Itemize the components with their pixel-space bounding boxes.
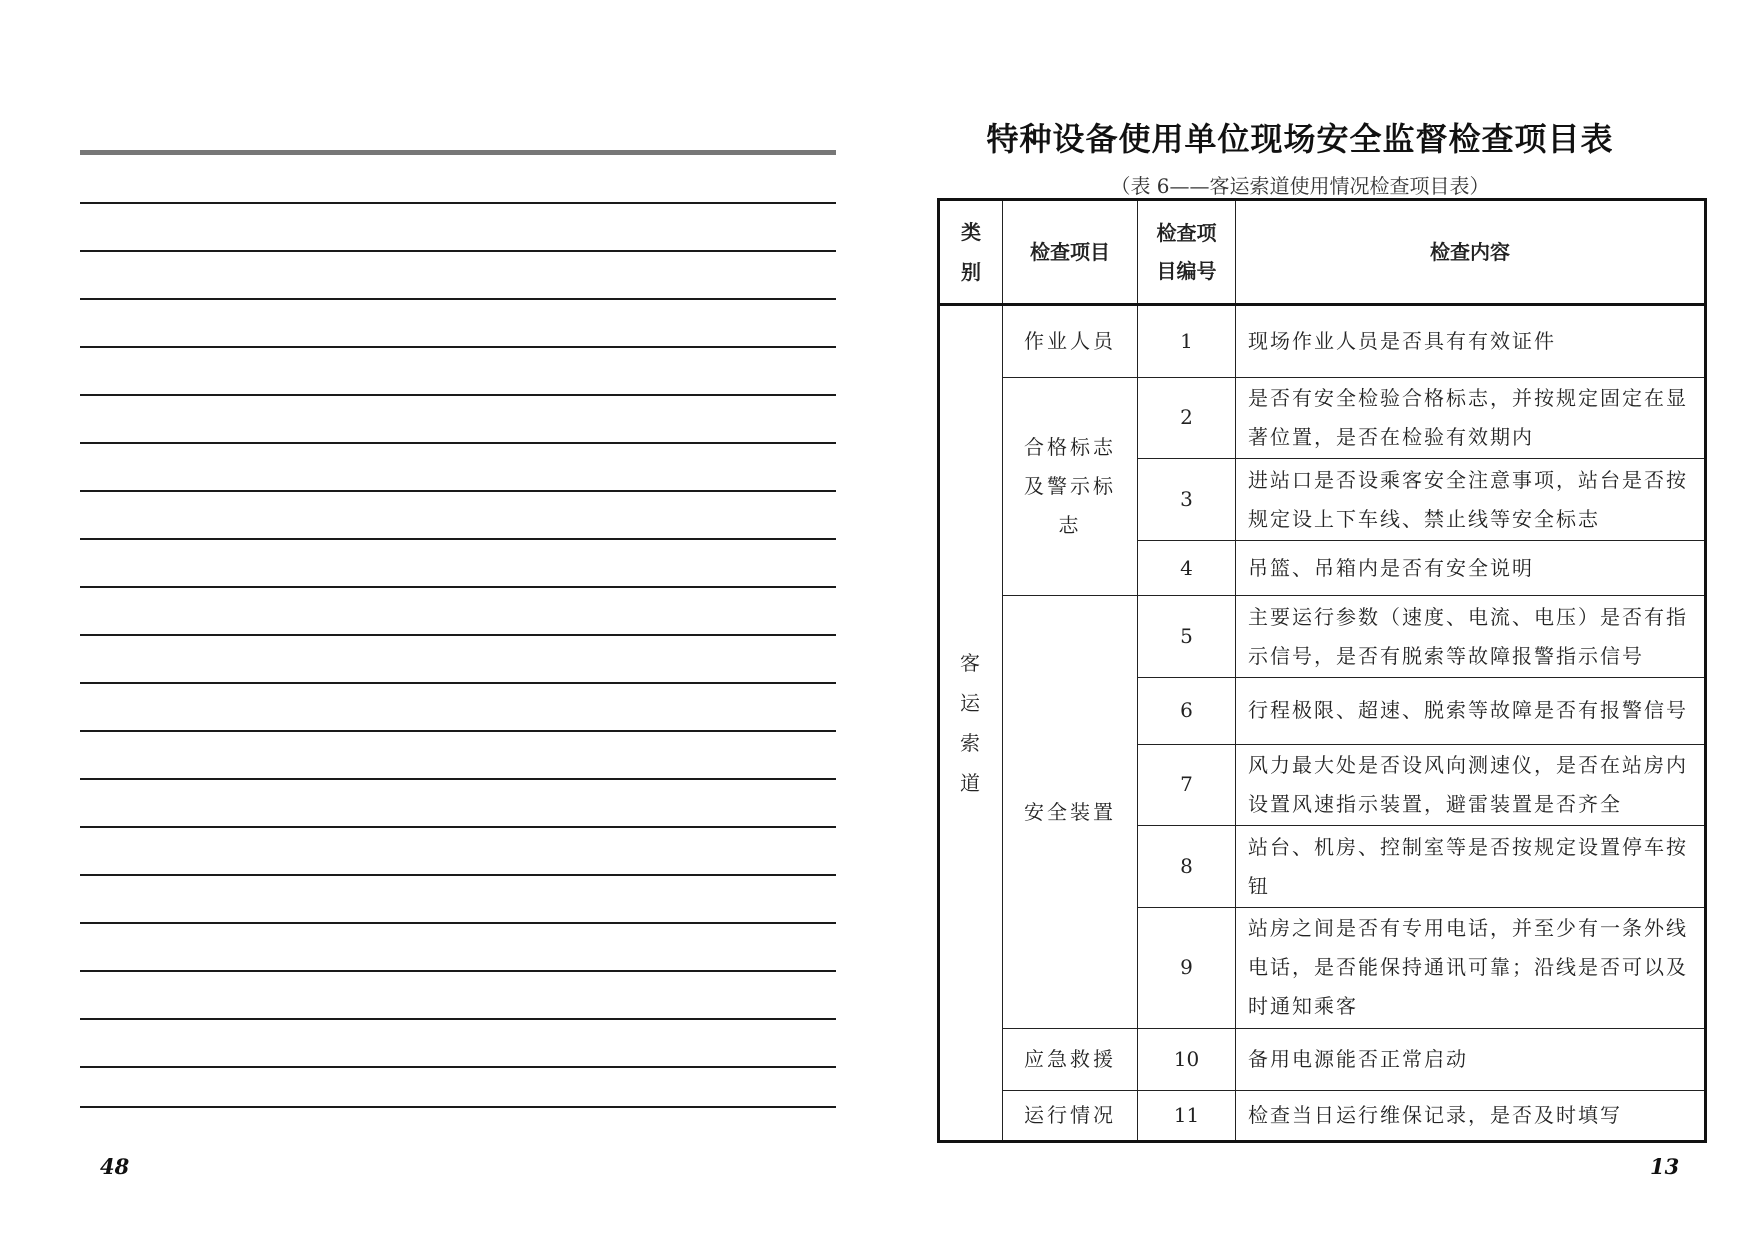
content-cell: 行程极限、超速、脱索等故障是否有报警信号 bbox=[1236, 678, 1706, 745]
ruled-line bbox=[80, 346, 836, 348]
ruled-line bbox=[80, 874, 836, 876]
item-number-cell: 7 bbox=[1138, 744, 1236, 826]
item-number-cell: 5 bbox=[1138, 596, 1236, 678]
item-number-cell: 4 bbox=[1138, 540, 1236, 595]
ruled-line bbox=[80, 202, 836, 204]
item-number-cell: 2 bbox=[1138, 377, 1236, 459]
item-cell: 合格标志及警示标志 bbox=[1003, 377, 1138, 596]
table-row bbox=[939, 1091, 1706, 1142]
item-number-cell: 9 bbox=[1138, 907, 1236, 1028]
table-row bbox=[939, 305, 1706, 378]
content-cell: 吊篮、吊箱内是否有安全说明 bbox=[1236, 540, 1706, 595]
ruled-line bbox=[80, 298, 836, 300]
ruled-line bbox=[80, 538, 836, 540]
ruled-line bbox=[80, 586, 836, 588]
ruled-line bbox=[80, 1066, 836, 1068]
item-number-cell: 3 bbox=[1138, 459, 1236, 541]
ruled-line bbox=[80, 150, 836, 155]
table-row bbox=[939, 1028, 1706, 1091]
content-cell: 站房之间是否有专用电话，并至少有一条外线电话，是否能保持通讯可靠；沿线是否可以及时通知乘客 bbox=[1236, 907, 1706, 1028]
header-content: 检查内容 bbox=[1236, 200, 1706, 305]
content-cell: 进站口是否设乘客安全注意事项，站台是否按规定设上下车线、禁止线等安全标志 bbox=[1236, 459, 1706, 541]
item-cell: 应急救援 bbox=[1003, 1028, 1138, 1091]
item-number-cell: 11 bbox=[1138, 1091, 1236, 1142]
header-category: 类别 bbox=[939, 200, 1003, 305]
item-number-cell: 8 bbox=[1138, 826, 1236, 908]
item-number-cell: 6 bbox=[1138, 678, 1236, 745]
ruled-line bbox=[80, 682, 836, 684]
ruled-line bbox=[80, 1106, 836, 1108]
inspection-table bbox=[937, 198, 1707, 1143]
ruled-line bbox=[80, 1018, 836, 1020]
content-cell: 风力最大处是否设风向测速仪，是否在站房内设置风速指示装置，避雷装置是否齐全 bbox=[1236, 744, 1706, 826]
ruled-line bbox=[80, 730, 836, 732]
ruled-line bbox=[80, 970, 836, 972]
category-cell: 客运索道 bbox=[939, 305, 1003, 1142]
content-cell: 检查当日运行维保记录，是否及时填写 bbox=[1236, 1091, 1706, 1142]
ruled-line bbox=[80, 922, 836, 924]
table-row bbox=[939, 596, 1706, 678]
content-cell: 主要运行参数（速度、电流、电压）是否有指示信号，是否有脱索等故障报警指示信号 bbox=[1236, 596, 1706, 678]
ruled-line bbox=[80, 250, 836, 252]
left-page-number: 48 bbox=[100, 1154, 130, 1179]
ruled-line bbox=[80, 778, 836, 780]
ruled-line bbox=[80, 490, 836, 492]
content-cell: 备用电源能否正常启动 bbox=[1236, 1028, 1706, 1091]
item-cell: 运行情况 bbox=[1003, 1091, 1138, 1142]
right-page-number: 13 bbox=[1650, 1154, 1680, 1179]
table-subtitle: （表 6——客运索道使用情况检查项目表） bbox=[1110, 174, 1490, 198]
content-cell: 是否有安全检验合格标志，并按规定固定在显著位置，是否在检验有效期内 bbox=[1236, 377, 1706, 459]
table-header-row bbox=[939, 200, 1706, 305]
item-cell: 安全装置 bbox=[1003, 596, 1138, 1029]
item-number-cell: 10 bbox=[1138, 1028, 1236, 1091]
content-cell: 现场作业人员是否具有有效证件 bbox=[1236, 305, 1706, 378]
left-page-ruled-lines bbox=[80, 150, 836, 1120]
ruled-line bbox=[80, 634, 836, 636]
ruled-line bbox=[80, 394, 836, 396]
content-cell: 站台、机房、控制室等是否按规定设置停车按钮 bbox=[1236, 826, 1706, 908]
header-item: 检查项目 bbox=[1003, 200, 1138, 305]
item-cell: 作业人员 bbox=[1003, 305, 1138, 378]
header-item-no: 检查项目编号 bbox=[1138, 200, 1236, 305]
item-number-cell: 1 bbox=[1138, 305, 1236, 378]
table-row bbox=[939, 377, 1706, 459]
ruled-line bbox=[80, 442, 836, 444]
page-title: 特种设备使用单位现场安全监督检查项目表 bbox=[986, 120, 1614, 158]
ruled-line bbox=[80, 826, 836, 828]
